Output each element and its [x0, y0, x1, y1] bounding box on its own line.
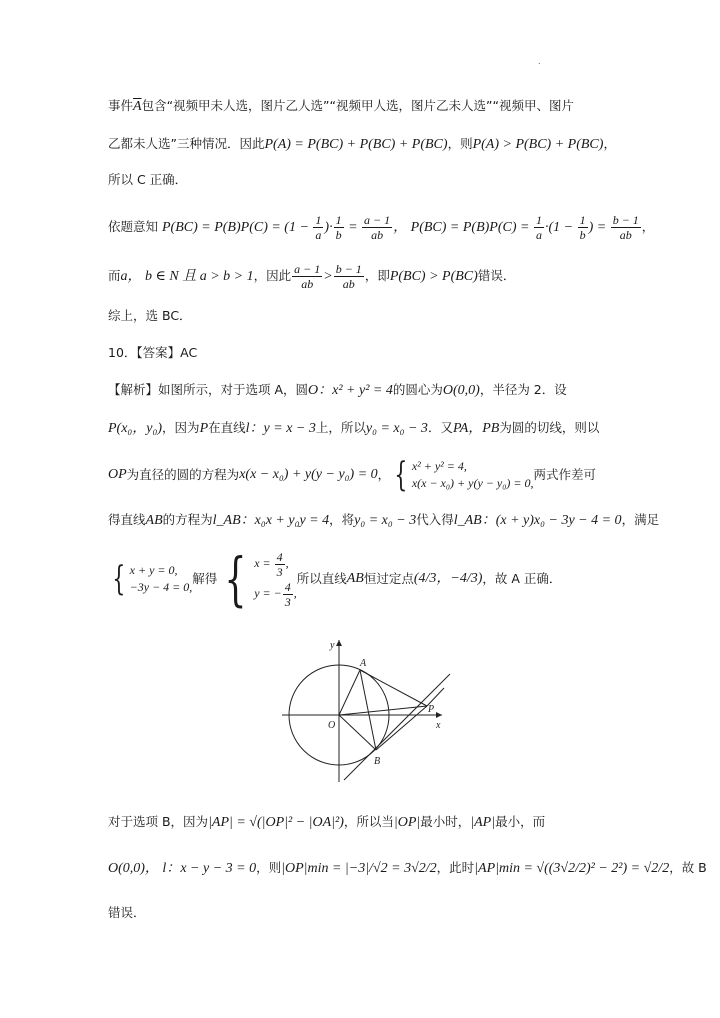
text: ， [377, 467, 391, 482]
paragraph-line-14 [108, 858, 707, 879]
text: 代入得 [416, 512, 454, 527]
text: ， [603, 136, 616, 151]
paragraph-line-11 [108, 510, 660, 531]
text: 在直线 [208, 420, 246, 435]
answer-heading: 10．【答案】AC [108, 345, 198, 360]
circle-center: O(0,0) [442, 383, 480, 398]
text: 解得 [192, 571, 218, 586]
text: 最小，而 [495, 814, 546, 829]
segment-OA [339, 670, 360, 715]
system-eq-1: x² + y² = 4, [411, 459, 467, 473]
text: 而 [108, 268, 121, 283]
fraction-b-minus-1-over-ab: $\frac{b - 1}{ab}$ [335, 262, 362, 291]
text: ，故 B [669, 860, 707, 875]
line-equation: l：y = x − 3 [245, 421, 316, 436]
text: ，因为 [162, 420, 200, 435]
paragraph-line-9 [108, 418, 640, 439]
text: 恒过定点 [363, 571, 414, 586]
fraction-1-over-b: $\frac{1}{b}$ [579, 213, 586, 242]
tangent-lines: PA，PB [452, 421, 500, 436]
text: 乙都未人选”三种情况．因此 [108, 136, 265, 151]
brace: { [112, 559, 126, 599]
label-A: A [360, 658, 367, 669]
text: ，则 [256, 860, 282, 875]
probability-formula: P(A) = P(BC) + P(BC) + P(BC) [264, 137, 448, 152]
op-min-formula: |OP|min = |−3|/√2 = 3√2/2 [281, 861, 437, 876]
text: ，半径为 2．设 [479, 382, 567, 397]
system-eq-2: −3y − 4 = 0, [129, 580, 193, 594]
circle-tangent-diagram [272, 636, 452, 784]
solution-y: y = − $\frac{4}{3}$ , [254, 579, 297, 609]
circle-equation: O：x² + y² = 4 [308, 383, 393, 398]
fraction-a-minus-1-over-ab: $\frac{a - 1}{ab}$ [364, 213, 391, 242]
text: 依题意知 [108, 219, 159, 234]
tangent-PA [360, 670, 427, 706]
text: 【解析】如图所示，对于选项 A，圆 [108, 382, 309, 397]
tangent-PB [376, 706, 427, 750]
paragraph-line-1 [108, 96, 640, 117]
paragraph-line-8 [108, 380, 640, 401]
solution-system [254, 549, 297, 609]
line-AB-substituted: l_AB：(x + y)x₀ − 3y − 4 = 0 [453, 513, 622, 528]
condition: a， b ∈ N 且 a > b > 1 [120, 269, 254, 284]
text: ，故 A 正确． [482, 571, 562, 586]
text: ．又 [427, 420, 453, 435]
text: ，满足 [621, 512, 660, 527]
probability-inequality: P(A) > P(BC) + P(BC) [472, 137, 604, 152]
text: 得直线 [108, 512, 146, 527]
text: 包含“视频甲未人选，图片乙人选”“视频甲人选，图片乙未人选”“视频甲、图片 [141, 98, 574, 113]
fixed-point: (4/3，−4/3) [413, 571, 483, 586]
paragraph-line-10 [108, 455, 640, 495]
solution-x: x = $\frac{4}{3}$ , [254, 550, 289, 579]
text: 事件 [108, 98, 134, 113]
label-O: O [328, 720, 336, 731]
circle-equation-OP: x(x − x₀) + y(y − y₀) = 0 [239, 467, 378, 482]
text: ，此时 [436, 860, 475, 875]
label-y: y [330, 640, 335, 651]
paragraph-line-15: 错误． [108, 905, 146, 920]
text: 为直径的圆的方程为 [126, 467, 240, 482]
paragraph-line-4 [108, 213, 655, 242]
text: 所以直线 [296, 571, 347, 586]
text: ，所以当 [343, 814, 394, 829]
system-eq-2: x(x − x₀) + y(y − y₀) = 0, [411, 476, 534, 490]
formula-part: ， P(BC) = P(B)P(C) = [393, 220, 533, 235]
formula-part: = [344, 220, 362, 235]
equation: y₀ = x₀ − 3 [354, 513, 417, 528]
text: 的方程为 [162, 512, 213, 527]
formula-part: )· [324, 220, 333, 235]
ap-min-formula: |AP|min = √((3√2/2)² − 2²) = √2/2 [474, 861, 670, 876]
origin-and-line: O(0,0)， l：x − y − 3 = 0 [108, 861, 257, 876]
paragraph-line-6: 综上，选 BC． [108, 308, 192, 323]
text: 错误． [477, 268, 516, 283]
fraction-1-over-a: $\frac{1}{a}$ [315, 213, 322, 242]
math-P: P [199, 421, 209, 436]
formula-part: P(BC) = P(B)P(C) = (1 − [162, 220, 313, 235]
geometry-figure [272, 636, 452, 784]
math-AB: AB [346, 571, 364, 586]
probability-inequality: P(BC) > P(BC) [389, 269, 478, 284]
page-mark: . [538, 57, 541, 66]
paragraph-line-5: 而a， b ∈ N 且 a > b > 1，因此 $\frac{a - 1}{ab}$ > $\frac{b - 1}{ab}$ ，即P(BC) > P(BC)错误． [108, 262, 516, 291]
point-P: P(x₀，y₀) [108, 421, 163, 436]
equation-system [130, 562, 193, 596]
math-A-bar: $\overline{A}$ [133, 99, 142, 114]
paragraph-line-13 [108, 812, 640, 833]
math-AP-abs: |AP| [470, 815, 496, 830]
text: ， [641, 219, 655, 234]
fraction-1-over-a: $\frac{1}{a}$ [535, 213, 542, 242]
text: 对于选项 B，因为 [108, 814, 209, 829]
math-OP-abs: |OP| [393, 815, 421, 830]
brace: { [224, 545, 247, 613]
y-axis-arrow [336, 640, 342, 646]
text: ，即 [364, 268, 390, 283]
text: 最小时， [420, 814, 471, 829]
math-OP: OP [108, 467, 127, 482]
line-AB-equation: l_AB：x₀x + y₀y = 4 [212, 513, 330, 528]
text: 上，所以 [315, 420, 366, 435]
fraction-b-minus-1-over-ab: $\frac{b - 1}{ab}$ [612, 213, 639, 242]
label-x: x [436, 720, 441, 731]
x-axis-arrow [436, 712, 442, 718]
label-P: P [428, 704, 435, 715]
paragraph-line-12 [108, 545, 640, 613]
paragraph-line-2 [108, 134, 640, 155]
formula-part: ·(1 − [544, 220, 577, 235]
chord-AB [360, 670, 376, 750]
fraction-1-over-b: $\frac{1}{b}$ [335, 213, 342, 242]
brace: { [394, 455, 408, 495]
fraction-a-minus-1-over-ab: $\frac{a - 1}{ab}$ [294, 262, 321, 291]
ap-formula: |AP| = √(|OP|² − |OA|²) [208, 815, 344, 830]
text: 两式作差可 [533, 467, 597, 482]
text: ，将 [329, 512, 355, 527]
system-eq-1: x + y = 0, [129, 563, 178, 577]
label-B: B [374, 756, 381, 767]
text: 的圆心为 [392, 382, 443, 397]
equation-system [412, 458, 534, 492]
equation: y₀ = x₀ − 3 [365, 421, 428, 436]
paragraph-line-3: 所以 C 正确． [108, 172, 188, 187]
text: ，则 [447, 136, 473, 151]
formula-part: ) = [588, 220, 610, 235]
math-AB: AB [145, 513, 163, 528]
text: ，因此 [253, 268, 292, 283]
text: 为圆的切线，则以 [499, 420, 600, 435]
